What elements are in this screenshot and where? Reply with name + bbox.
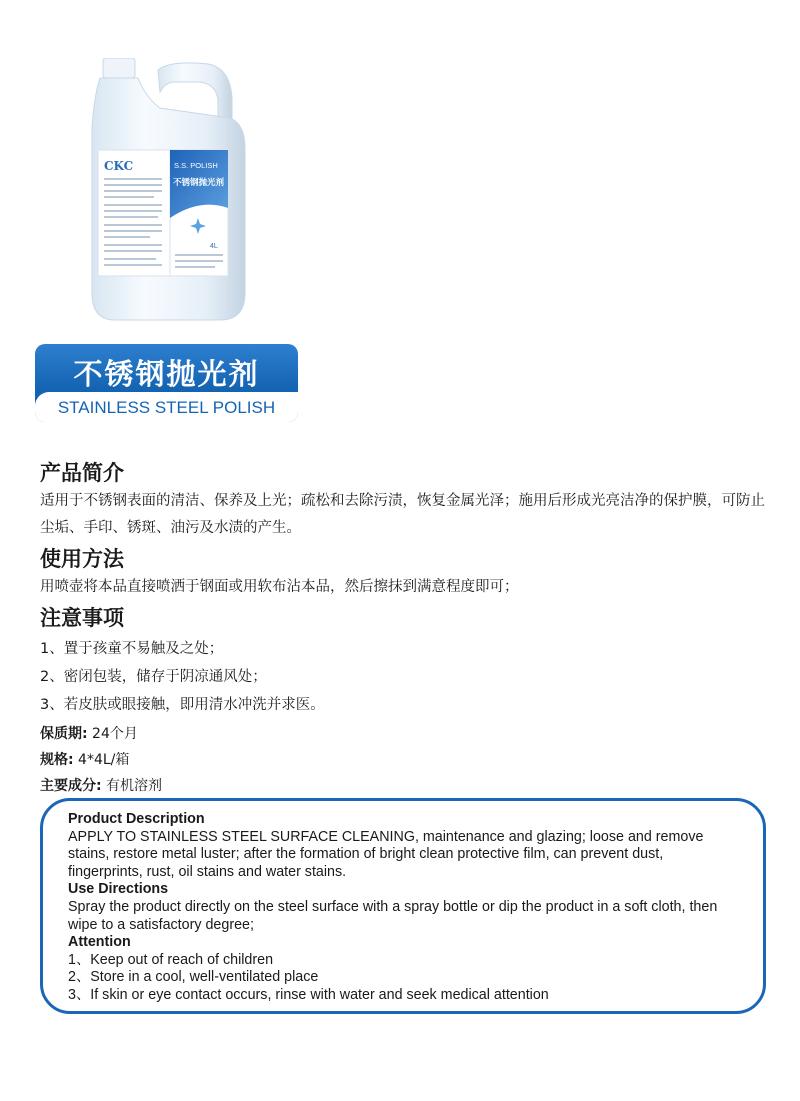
jug-label-cn: 不锈钢抛光剂	[173, 178, 225, 188]
ingredient-label: 主要成分:	[40, 778, 102, 794]
title-banner	[35, 344, 298, 422]
ingredient	[40, 773, 770, 799]
jug-label-en: S.S. POLISH	[174, 161, 218, 170]
shelf-life-label: 保质期:	[40, 726, 88, 742]
intro-heading: 产品简介	[40, 461, 124, 485]
note-item: 2、密闭包装，储存于阴凉通风处；	[40, 669, 267, 685]
note-item: 1、置于孩童不易触及之处；	[40, 641, 224, 657]
jug-volume: 4L	[210, 243, 218, 250]
usage-text-en: Spray the product directly on the steel surface with a spray bottle or dip the product in a soft cloth, then wipe to a satisfactory degree;	[68, 898, 718, 933]
spec-value: 4*4L/箱	[73, 752, 130, 768]
attention-heading: Attention	[68, 934, 131, 951]
spec	[40, 747, 770, 773]
jug-brand: CKC	[104, 159, 134, 173]
cn-content	[40, 458, 770, 799]
desc-text: APPLY TO STAINLESS STEEL SURFACE CLEANING, maintenance and glazing; loose and remove stains, restore metal luster; after the formation of bright clean protective film, can prevent dust, fingerprints, rust, oil stains and water stains.	[68, 828, 704, 880]
attention-item: 2、Store in a cool, well-ventilated place	[68, 969, 319, 986]
english-info-box	[40, 798, 766, 1014]
intro-text: 适用于不锈钢表面的清洁、保养及上光；疏松和去除污渍，恢复金属光泽；施用后形成光亮洁净的保护膜，可防止尘垢、手印、锈斑、油污及水渍的产生。	[40, 493, 765, 536]
banner-title-en: STAINLESS STEEL POLISH	[57, 398, 276, 417]
usage-text: 用喷壶将本品直接喷洒于钢面或用软布沾本品，然后擦抹到满意程度即可；	[40, 579, 519, 595]
shelf-life	[40, 721, 770, 747]
attention-item: 1、Keep out of reach of children	[68, 951, 274, 968]
spec-label: 规格:	[40, 752, 74, 768]
jug-illustration	[80, 58, 255, 323]
attention-item: 3、If skin or eye contact occurs, rinse with water and seek medical attention	[68, 986, 549, 1003]
desc-heading: Product Description	[68, 811, 205, 827]
product-photo	[80, 58, 255, 323]
note-item: 3、若皮肤或眼接触，即用清水冲洗并求医。	[40, 697, 325, 713]
notes-heading: 注意事项	[40, 606, 124, 630]
usage-heading-en: Use Directions	[68, 881, 169, 898]
ingredient-value: 有机溶剂	[101, 778, 163, 794]
banner-title-cn: 不锈钢抛光剂	[73, 357, 260, 391]
shelf-life-value: 24个月	[87, 726, 138, 742]
usage-heading: 使用方法	[40, 547, 124, 571]
